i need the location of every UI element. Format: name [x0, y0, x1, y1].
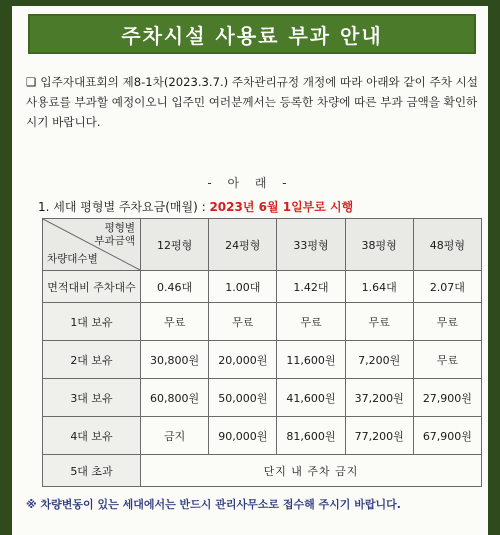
- table-cell: 37,200원: [345, 379, 413, 417]
- table-cell: 30,800원: [141, 341, 209, 379]
- table-cell: 0.46대: [141, 271, 209, 303]
- row-label: 1대 보유: [43, 303, 141, 341]
- table-cell: 무료: [209, 303, 277, 341]
- table-cell: 2.07대: [413, 271, 481, 303]
- table-cell: 무료: [277, 303, 345, 341]
- table-row: [43, 271, 482, 303]
- table-row: [43, 379, 482, 417]
- table-row: [43, 303, 482, 341]
- table-row: [43, 455, 482, 487]
- table-cell: 11,600원: [277, 341, 345, 379]
- table-cell: 무료: [345, 303, 413, 341]
- table-cell: 1.64대: [345, 271, 413, 303]
- table-corner-cell: [43, 219, 141, 271]
- section-heading: [38, 198, 353, 215]
- table-cell: 41,600원: [277, 379, 345, 417]
- notice-paper: [12, 6, 488, 535]
- corner-bottom-label: 차량대수별: [47, 253, 98, 265]
- table-cell: 20,000원: [209, 341, 277, 379]
- row-label: 4대 보유: [43, 417, 141, 455]
- footer-note: ※ 차량변동이 있는 세대에서는 반드시 관리사무소로 접수해 주시기 바랍니다.: [26, 498, 401, 511]
- intro-text: 입주자대표회의 제8-1차(2023.3.7.) 주차관리규정 개정에 따라 아래와 같이 주차 시설 사용료를 부과할 예정이오니 입주민 여러분께서는 등록한 차량에 따른 부과 금액을 확인하시기 바랍니다.: [26, 75, 478, 129]
- parking-ban-cell: 단지 내 주차 금지: [141, 455, 482, 487]
- table-cell: 90,000원: [209, 417, 277, 455]
- table-cell: 50,000원: [209, 379, 277, 417]
- corner-top-label: 평형별 부과금액: [94, 222, 135, 247]
- table-cell: 81,600원: [277, 417, 345, 455]
- table-cell: 60,800원: [141, 379, 209, 417]
- column-header: 24평형: [209, 219, 277, 271]
- table-cell: 무료: [141, 303, 209, 341]
- table-cell: 67,900원: [413, 417, 481, 455]
- effective-date: 2023년 6월 1일부로 시행: [209, 200, 354, 214]
- table-cell: 무료: [413, 303, 481, 341]
- table-cell: 27,900원: [413, 379, 481, 417]
- row-label: 면적대비 주차대수: [43, 271, 141, 303]
- table-header-row: [43, 219, 482, 271]
- table-cell: 7,200원: [345, 341, 413, 379]
- table-cell: 1.00대: [209, 271, 277, 303]
- row-label: 3대 보유: [43, 379, 141, 417]
- intro-paragraph: [26, 72, 480, 132]
- bullet-icon: ❑: [26, 75, 37, 89]
- column-header: 38평형: [345, 219, 413, 271]
- section-label: 1. 세대 평형별 주차요금(매월) :: [38, 200, 210, 214]
- below-heading: - 아 래 -: [207, 176, 293, 190]
- table-row: [43, 417, 482, 455]
- page-title: 주차시설 사용료 부과 안내: [28, 14, 476, 54]
- table-cell: 무료: [413, 341, 481, 379]
- table-cell: 금지: [141, 417, 209, 455]
- parking-fee-table: [42, 218, 482, 487]
- column-header: 33평형: [277, 219, 345, 271]
- column-header: 48평형: [413, 219, 481, 271]
- table-cell: 77,200원: [345, 417, 413, 455]
- row-label: 2대 보유: [43, 341, 141, 379]
- row-label: 5대 초과: [43, 455, 141, 487]
- table-cell: 1.42대: [277, 271, 345, 303]
- column-header: 12평형: [141, 219, 209, 271]
- table-row: [43, 341, 482, 379]
